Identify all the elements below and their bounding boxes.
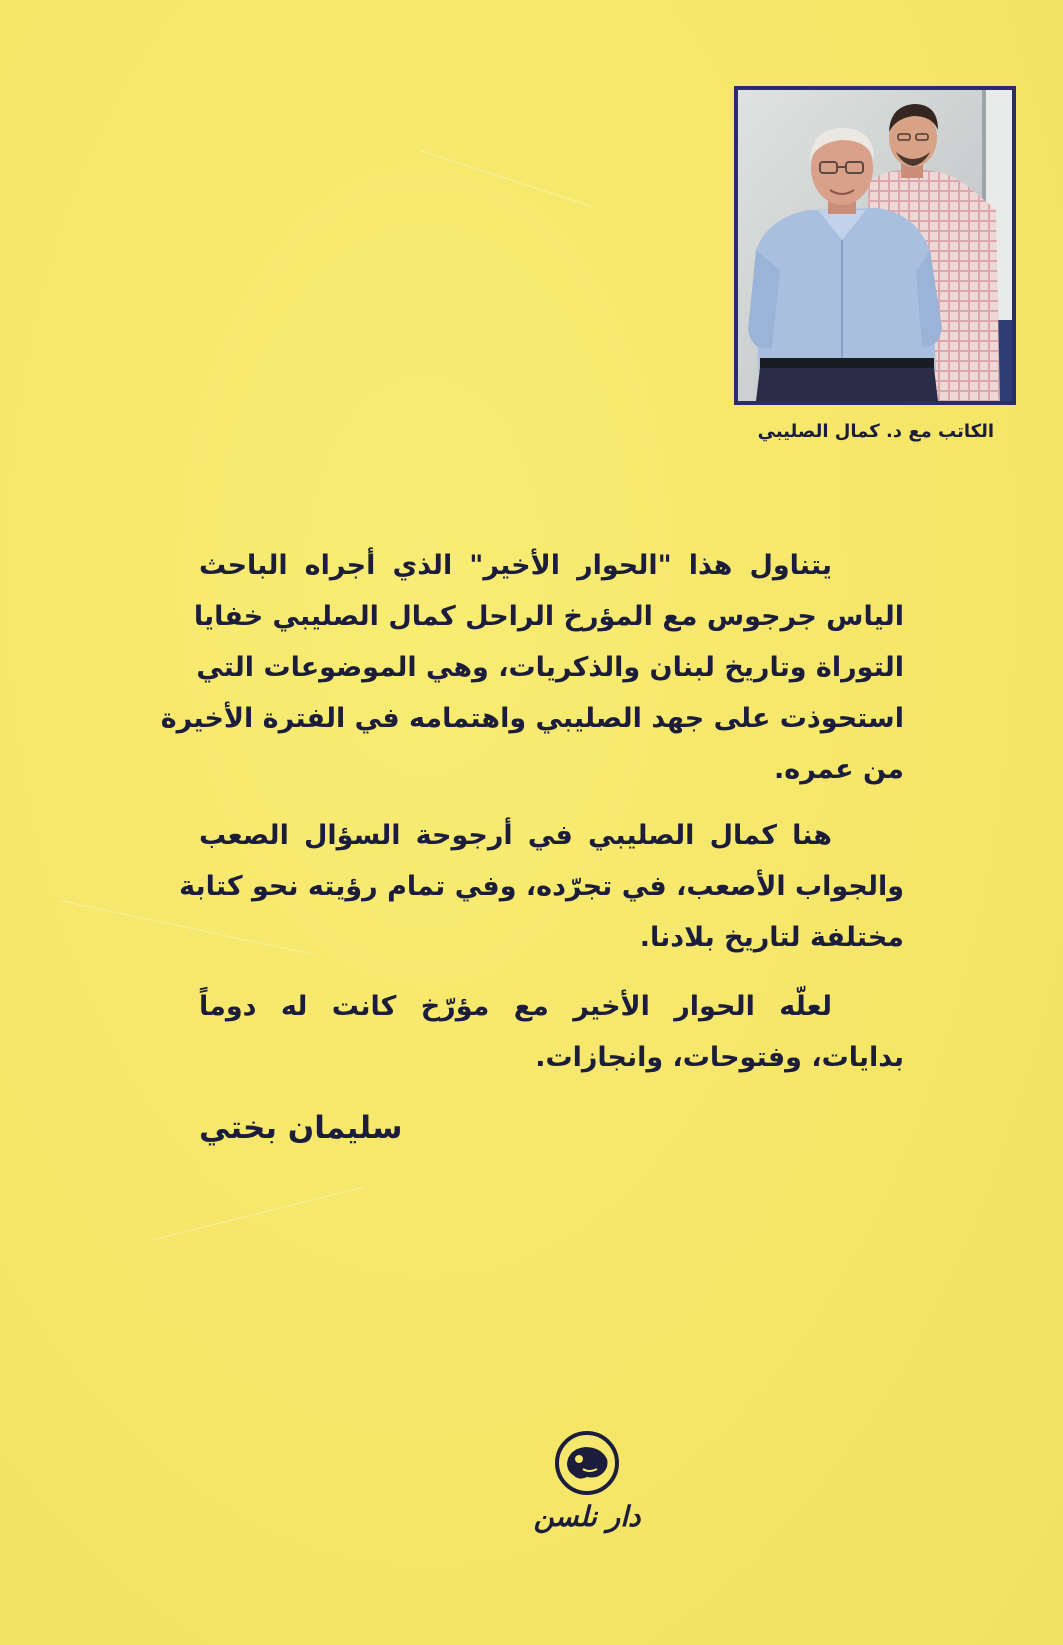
blurb-line: من عمره. — [774, 754, 904, 785]
surface-scratch — [150, 1187, 364, 1241]
blurb-line: التوراة وتاريخ لبنان والذكريات، وهي الموضوعات التي — [196, 652, 904, 683]
publisher-logo-icon — [553, 1429, 621, 1497]
blurb-line: والجواب الأصعب، في تجرّده، وفي تمام رؤيته نحو كتابة — [179, 871, 904, 902]
blurb-line: يتناول هذا "الحوار الأخير" الذي أجراه الباحث — [199, 550, 832, 581]
blurb-line: لعلّه الحوار الأخير مع مؤرّخ كانت له دوماً — [199, 991, 832, 1022]
publisher-name: دار نلسن — [533, 1500, 641, 1533]
blurb-line: مختلفة لتاريخ بلادنا. — [639, 922, 904, 953]
photo-caption: الكاتب مع د. كمال الصليبي — [757, 421, 994, 442]
surface-scratch — [420, 150, 591, 207]
blurb-paragraph-2 — [179, 810, 904, 963]
author-photo — [734, 86, 1016, 405]
blurb-line: استحوذت على جهد الصليبي واهتمامه في الفترة الأخيرة — [160, 703, 904, 734]
blurb-paragraph-1 — [160, 540, 904, 795]
blurb-line: الياس جرجوس مع المؤرخ الراحل كمال الصليبي خفايا — [193, 601, 904, 632]
signature: سليمان بختي — [199, 1110, 403, 1146]
author-photo-image — [738, 90, 1012, 401]
blurb-paragraph-3 — [199, 981, 904, 1083]
blurb-line: بدايات، وفتوحات، وانجازات. — [535, 1042, 904, 1073]
blurb-line: هنا كمال الصليبي في أرجوحة السؤال الصعب — [199, 820, 832, 851]
